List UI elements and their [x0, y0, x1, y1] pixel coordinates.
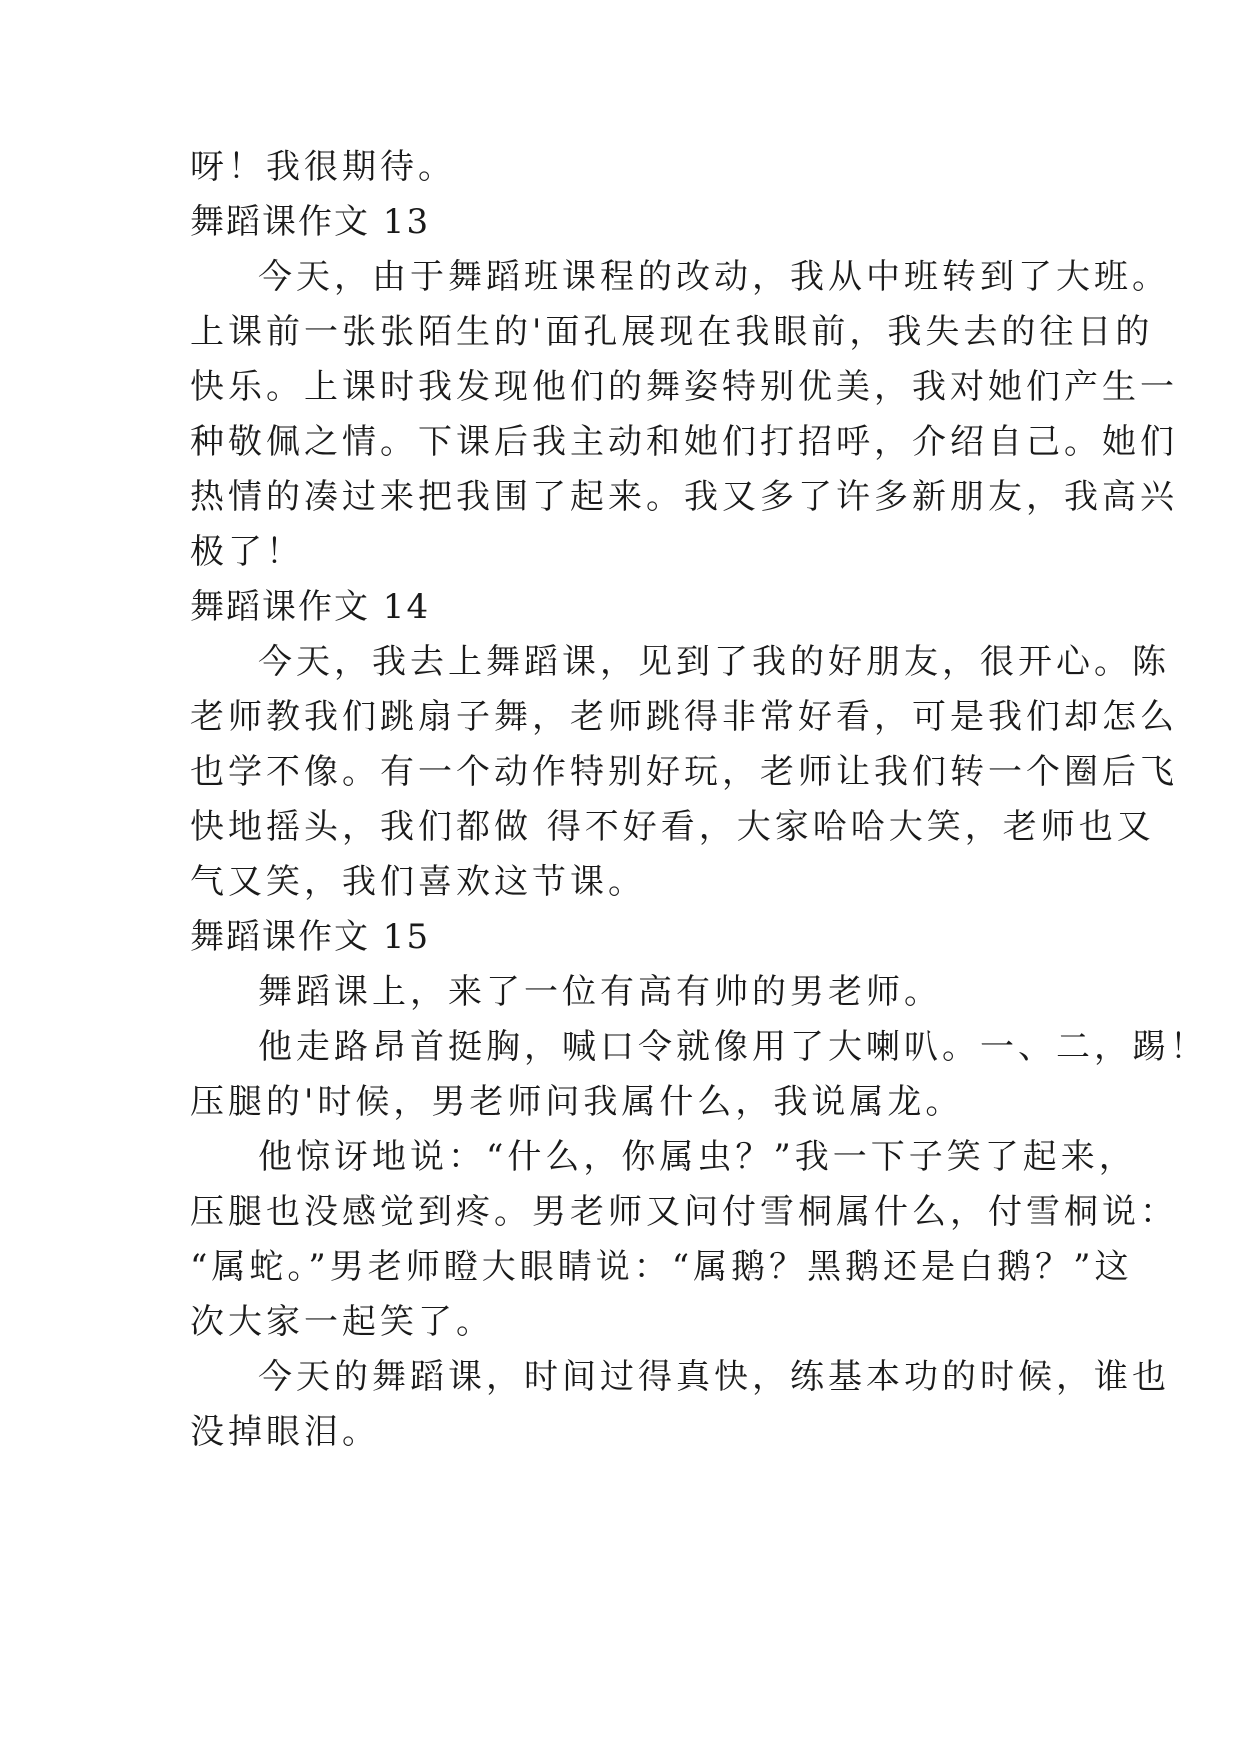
text-line: “属蛇。”男老师瞪大眼睛说：“属鹅？黑鹅还是白鹅？”这 [190, 1247, 1133, 1287]
text-line: 也学不像。有一个动作特别好玩，老师让我们转一个圈后飞 [190, 752, 1178, 792]
text-line: 今天的舞蹈课，时间过得真快，练基本功的时候，谁也 [258, 1357, 1170, 1397]
text-line: 他惊讶地说：“什么，你属虫？”我一下子笑了起来， [258, 1137, 1137, 1177]
text-line: 压腿的'时候，男老师问我属什么，我说属龙。 [190, 1082, 964, 1122]
text-line: 没掉眼泪。 [190, 1412, 380, 1452]
text-line: 极了！ [190, 532, 304, 572]
text-line: 快地摇头，我们都做 得不好看，大家哈哈大笑，老师也又 [190, 807, 1155, 847]
essay-heading-14: 舞蹈课作文 14 [190, 587, 431, 627]
text-line: 今天，我去上舞蹈课，见到了我的好朋友，很开心。陈 [258, 642, 1170, 682]
text-line: 热情的凑过来把我围了起来。我又多了许多新朋友，我高兴 [190, 477, 1178, 517]
text-line: 种敬佩之情。下课后我主动和她们打招呼，介绍自己。她们 [190, 422, 1178, 462]
text-line: 气又笑，我们喜欢这节课。 [190, 862, 646, 902]
essay-heading-13: 舞蹈课作文 13 [190, 202, 431, 242]
text-line: 呀！我很期待。 [190, 147, 456, 187]
text-line: 快乐。上课时我发现他们的舞姿特别优美，我对她们产生一 [190, 367, 1178, 407]
text-line: 老师教我们跳扇子舞，老师跳得非常好看，可是我们却怎么 [190, 697, 1178, 737]
text-line: 舞蹈课上，来了一位有高有帅的男老师。 [258, 972, 942, 1012]
text-line: 上课前一张张陌生的'面孔展现在我眼前，我失去的往日的 [190, 312, 1154, 352]
text-line: 今天，由于舞蹈班课程的改动，我从中班转到了大班。 [258, 257, 1170, 297]
text-line: 次大家一起笑了。 [190, 1302, 494, 1342]
text-line: 压腿也没感觉到疼。男老师又问付雪桐属什么，付雪桐说： [190, 1192, 1178, 1232]
text-line: 他走路昂首挺胸，喊口令就像用了大喇叭。一、二，踢！ [258, 1027, 1208, 1067]
essay-heading-15: 舞蹈课作文 15 [190, 917, 431, 957]
